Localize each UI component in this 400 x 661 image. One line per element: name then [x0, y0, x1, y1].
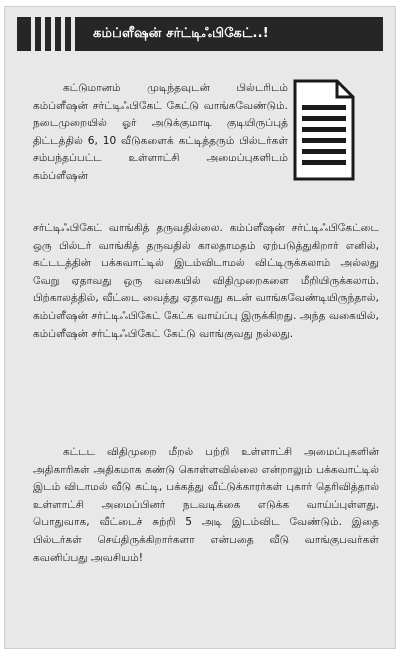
header-stripes [31, 17, 75, 51]
paragraph-1-continued: சர்ட்டிஃபிகேட் வாங்கித் தருவதில்லை. கம்ப்ளீஷன் சர்ட்டிஃபிகேட்டை ஒரு பில்டர் வாங்கித் தருவதில் காலதாமதம் ஏற்படுத்துகிறார் எனில், கட்டடத்தின் பக்கவாட்டில் இடம்விடாமல் விட்டிருக்கலாம் அல்லது வேறு ஏதாவது ஒரு வகையில் விதிமுறைகளை மீறியிருக்கலாம். பிற்காலத்தில், வீட்டை வைத்து ஏதாவது கடன் வாங்கவேண்டியிருந்தால், கம்ப்ளீஷன் சர்ட்டிஃபிகேட் கேட்க வாய்ப்பு இருக்கிறது. அந்த வகையில், கம்ப்ளீஷன் சர்ட்டிஃபிகேட் கேட்டு வாங்குவது நல்லது. [33, 222, 379, 340]
paragraph-2: கட்டட விதிமுறை மீறல் பற்றி உள்ளாட்சி அமைப்புகளின் அதிகாரிகள் அதிகமாக கண்டு கொள்ளவில்லை என்றாலும் பக்கவாட்டில் இடம் விடாமல் வீடு கட்டி, பக்கத்து வீட்டுக்காரர்கள் புகார் தெரிவித்தால் உள்ளாட்சி அமைப்பினர் நடவடிக்கை எடுக்க வாய்ப்புள்ளது. பொதுவாக, வீட்டைச் சுற்றி 5 அடி இடம்விட வேண்டும். இதை பில்டர்கள் செய்திருக்கிறார்களா என்பதை வீடு வாங்குபவர்கள் கவனிப்பது அவசியம்! [33, 446, 379, 564]
document-icon [293, 79, 355, 181]
header-bar [17, 17, 383, 51]
header-stripe [41, 17, 45, 51]
article-card [4, 6, 396, 649]
header-stripe [51, 17, 55, 51]
paragraph-1-intro: கட்டுமானம் முடிந்தவுடன் பில்டரிடம் கம்ப்ளீஷன் சர்ட்டிஃபிகேட் கேட்டு வாங்கவேண்டும். நடைமுறையில் ஓர் அடுக்குமாடி குடியிருப்புத் திட்டத்தில் 6, 10 வீடுகளைக் கட்டித்தரும் பில்டர்கள் சம்பந்தப்பட்ட உள்ளாட்சி அமைப்புகளிடம் கம்ப்ளீஷன் [33, 82, 288, 182]
article-title: கம்ப்ளீஷன் சர்ட்டிஃபிகேட்..! [93, 26, 269, 41]
header-stripe [71, 17, 75, 51]
header-stripe [61, 17, 65, 51]
header-stripe [31, 17, 35, 51]
